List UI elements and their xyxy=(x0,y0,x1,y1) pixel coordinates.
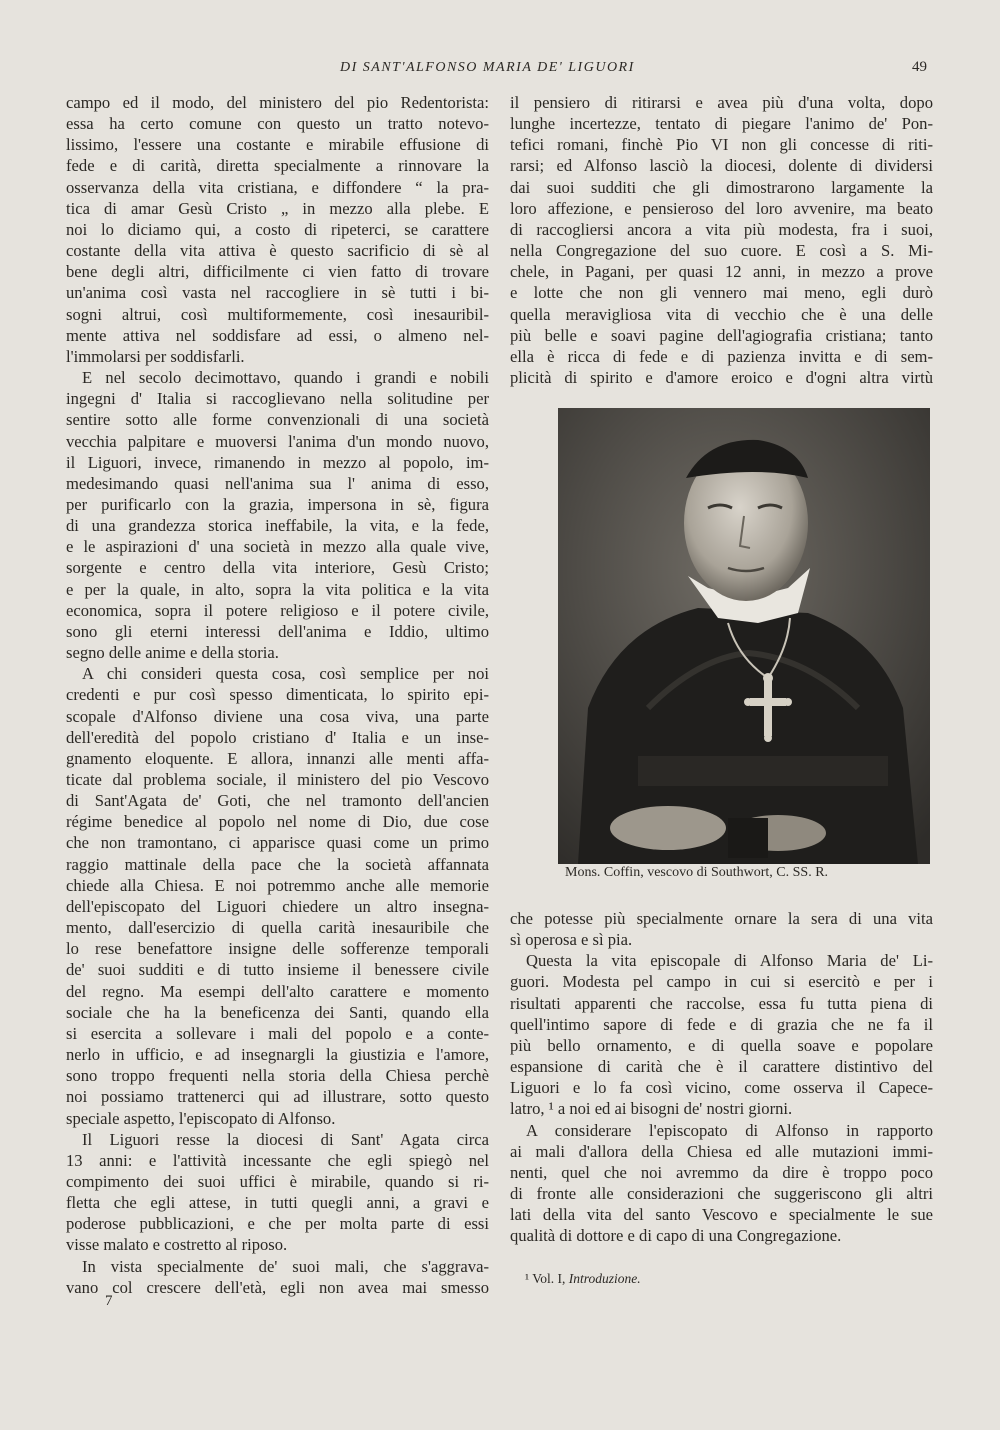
text-line: Questa la vita episcopale di Alfonso Maria de' Li- xyxy=(526,951,933,971)
text-line: credenti e pur così spesso dimenticata, lo spirito epi- xyxy=(66,685,489,705)
text-line: latro, ¹ a noi ed ai bisogni de' nostri giorni. xyxy=(510,1099,793,1119)
text-line: Il Liguori resse la diocesi di Sant' Agata circa xyxy=(82,1129,489,1149)
text-line: sono gli eterni interessi dell'anima e Iddio, ultimo xyxy=(66,621,489,641)
text-line: mente attiva nel soddisfare ad essi, o almeno nel- xyxy=(66,325,489,345)
text-line: loro affezione, e pensieroso del loro avvenire, ma beato xyxy=(510,198,933,218)
text-line: più belle e soavi pagine dell'agiografia cristiana; tanto xyxy=(510,325,933,345)
text-line: dell'episcopato del Liguori chiedere un altro insegna- xyxy=(66,896,489,916)
text-line: lati della vita del santo Vescovo e specialmente le sue xyxy=(510,1205,933,1225)
text-line: de' suoi sudditi e di tutto insieme il benessere civile xyxy=(66,960,489,980)
text-line: ingegni d' Italia si raccoglievano nella solitudine per xyxy=(66,389,489,409)
text-line: di raccogliersi ancora a vita più modesta, fra i suoi, xyxy=(510,219,933,239)
text-line: e per la quale, in alto, sopra la vita politica e la vita xyxy=(66,579,489,599)
text-line: fede e di carità, diretta specialmente a rinnovare la xyxy=(66,156,489,176)
text-line: vecchia palpitare e muoversi l'anima d'un mondo nuovo, xyxy=(66,431,489,451)
text-line: lunghe incertezze, tentato di piegare l'animo de' Pon- xyxy=(510,114,933,134)
footnote-marker: ¹ xyxy=(525,1271,530,1286)
text-line: sentire sotto alle forme convenzionali di una società xyxy=(66,410,489,430)
portrait-illustration xyxy=(558,408,930,864)
page-number: 49 xyxy=(912,59,927,75)
text-line: qualità di dottore e di capo di una Congregazione. xyxy=(510,1226,842,1246)
text-line: risultati apparenti che raccolse, essa fu tutta piena di xyxy=(510,993,933,1013)
text-line: chele, in Pagani, per quasi 12 anni, in mezzo a prove xyxy=(510,262,933,282)
right-column-bottom xyxy=(510,908,933,1247)
text-line: quella meravigliosa vita di vecchio che è una delle xyxy=(510,304,933,324)
text-line: gnamento eloquente. E allora, innanzi alle menti affa- xyxy=(66,748,489,768)
text-line: In vista specialmente de' suoi mali, che s'aggrava- xyxy=(82,1256,489,1276)
text-line: segno delle anime e della storia. xyxy=(66,643,279,663)
left-column xyxy=(66,92,489,1298)
text-line: economica, sopra il potere religioso e il potere civile, xyxy=(66,600,489,620)
text-line: compimento dei suoi uffici è mirabile, quando si ri- xyxy=(66,1171,489,1191)
text-line: A chi consideri questa cosa, così semplice per noi xyxy=(82,664,489,684)
text-line: un'anima così vasta nel raccogliere in sè tutti i bi- xyxy=(66,283,489,303)
text-line: régime benedice al popolo nel nome di Dio, due cose xyxy=(66,812,489,832)
text-line: nerlo in ufficio, e ad insegnargli la giustizia e l'amore, xyxy=(66,1045,489,1065)
text-line: che non tramontano, ci apparisce quasi come un primo xyxy=(66,833,489,853)
text-line: sì operosa e sì pia. xyxy=(510,930,633,950)
text-line: il Liguori, invece, rimanendo in mezzo al popolo, im- xyxy=(66,452,489,472)
text-line: rarsi; ed Alfonso lasciò la diocesi, dolente di dividersi xyxy=(510,156,933,176)
text-line: campo ed il modo, del ministero del pio Redentorista: xyxy=(66,93,489,112)
text-line: fletta che egli attese, in tutti quegli anni, a gravi e xyxy=(66,1193,489,1213)
text-line: e lotte che non gli vennero mai meno, egli durò xyxy=(510,283,933,303)
text-line: del regno. Ma esempi dell'alto carattere e momento xyxy=(66,981,489,1001)
text-line: medesimando quasi nell'anima sua l' anima di esso, xyxy=(66,473,489,493)
text-line: guori. Modesta pel campo in cui si esercitò e per i xyxy=(510,972,933,992)
text-line: di fronte alle considerazioni che suggeriscono gli altri xyxy=(510,1184,933,1204)
text-line: dell'eredità del popolo cristiano d' Italia e un inse- xyxy=(66,727,489,747)
text-line: noi possiamo trattenerci qui ad illustrare, sotto questo xyxy=(66,1087,489,1107)
running-head: DI SANT'ALFONSO MARIA DE' LIGUORI xyxy=(340,60,635,75)
text-line: per purificarlo con la grazia, impersona in sè, figura xyxy=(66,494,489,514)
text-line: 13 anni: e l'attività incessante che egli spiegò nel xyxy=(66,1150,489,1170)
text-line: mento, dall'esercizio di quella carità inesauribile che xyxy=(66,918,489,938)
text-line: costante della vita attiva è questo sacrificio di sè al xyxy=(66,241,489,261)
text-line: tica di amar Gesù Cristo „ in mezzo alla plebe. E xyxy=(66,198,489,218)
text-line: ella è ricca di fede e di pazienza invitta e di sem- xyxy=(510,346,933,366)
text-line: si esercita a sollevare i mali del popolo e a conte- xyxy=(66,1023,489,1043)
text-line: il pensiero di ritirarsi e avea più d'una volta, dopo xyxy=(510,93,933,112)
text-line: lo rese benefattore insigne delle sofferenze temporali xyxy=(66,939,489,959)
text-line: ticate dal problema sociale, il ministero del pio Vescovo xyxy=(66,770,489,789)
portrait-photo xyxy=(558,408,930,864)
text-line: di una grandezza storica ineffabile, la vita, e la fede, xyxy=(66,516,489,536)
figure-caption: Mons. Coffin, vescovo di Southwort, C. SS. R. xyxy=(565,865,829,880)
text-line: sono troppo frequenti nella storia della Chiesa perchè xyxy=(66,1066,489,1086)
text-line: sorgente e centro della vita interiore, Gesù Cristo; xyxy=(66,558,489,578)
text-line: chiede alla Chiesa. E noi potremmo anche alle memorie xyxy=(66,875,489,895)
text-line: sociale che ha la beneficenza dei Santi, quando ella xyxy=(66,1002,489,1022)
footnote-text: Vol. I, xyxy=(532,1271,566,1286)
text-line: espansione di carità che è il carattere distintivo del xyxy=(510,1057,933,1077)
text-line: raggio mattinale della pace che la società affannata xyxy=(66,854,489,874)
right-column-top xyxy=(510,92,933,388)
text-line: di Sant'Agata de' Goti, che nel tramonto dell'ancien xyxy=(66,791,489,811)
text-line: sogni altrui, così multiformemente, così inesauribil- xyxy=(66,304,489,324)
text-line: lissimo, l'essere una costante e mirabile effusione di xyxy=(66,135,489,155)
text-line: nenti, quel che noi avremmo da dire è troppo poco xyxy=(510,1162,933,1182)
text-line: più bello ornamento, e di quella soave e popolare xyxy=(510,1035,933,1055)
text-line: visse malato e costretto al riposo. xyxy=(66,1235,288,1255)
text-line: l'immolarsi per soddisfarli. xyxy=(66,346,245,366)
text-line: nella Congregazione del suo cuore. E così a S. Mi- xyxy=(510,241,933,261)
text-line: poderose pubblicazioni, e che per molta parte di essi xyxy=(66,1214,489,1234)
footnote xyxy=(525,1271,641,1287)
text-line: A considerare l'episcopato di Alfonso in rapporto xyxy=(526,1120,933,1140)
text-line: dai suoi sudditi che gli dimostrarono largamente la xyxy=(510,177,933,197)
text-line: e le aspirazioni d' una società in mezzo alla quale vive, xyxy=(66,537,489,557)
text-line: che potesse più specialmente ornare la sera di una vita xyxy=(510,909,933,928)
text-line: ai mali d'allora della Chiesa ed alle mutazioni immi- xyxy=(510,1141,933,1161)
text-line: Liguori e lo fa così vicino, come osserva il Capece- xyxy=(510,1078,933,1098)
text-line: vano col crescere dell'età, egli non avea mai smesso xyxy=(66,1277,489,1297)
text-line: scopale d'Alfonso diviene una cosa viva, una parte xyxy=(66,706,489,726)
text-line: quell'intimo sapore di fede e di grazia che ne fa il xyxy=(510,1014,933,1034)
text-line: speciale aspetto, l'episcopato di Alfonso. xyxy=(66,1108,336,1128)
text-line: tefici romani, finchè Pio VI non gli concesse di riti- xyxy=(510,135,933,155)
text-line: plicità di spirito e d'amore eroico e d'ogni altra virtù xyxy=(510,368,933,388)
footnote-italic: Introduzione. xyxy=(568,1271,641,1286)
signature-mark: 7 xyxy=(105,1293,113,1309)
text-line: E nel secolo decimottavo, quando i grandi e nobili xyxy=(82,368,489,388)
text-line: noi lo diciamo qui, a costo di ripeterci, se carattere xyxy=(66,219,489,239)
text-line: bene degli altri, difficilmente ci vien fatto di trovare xyxy=(66,262,489,282)
text-line: essa ha certo comune con questo un tratto notevo- xyxy=(66,114,489,134)
text-line: osservanza della vita cristiana, e diffondere “ la pra- xyxy=(66,177,489,197)
